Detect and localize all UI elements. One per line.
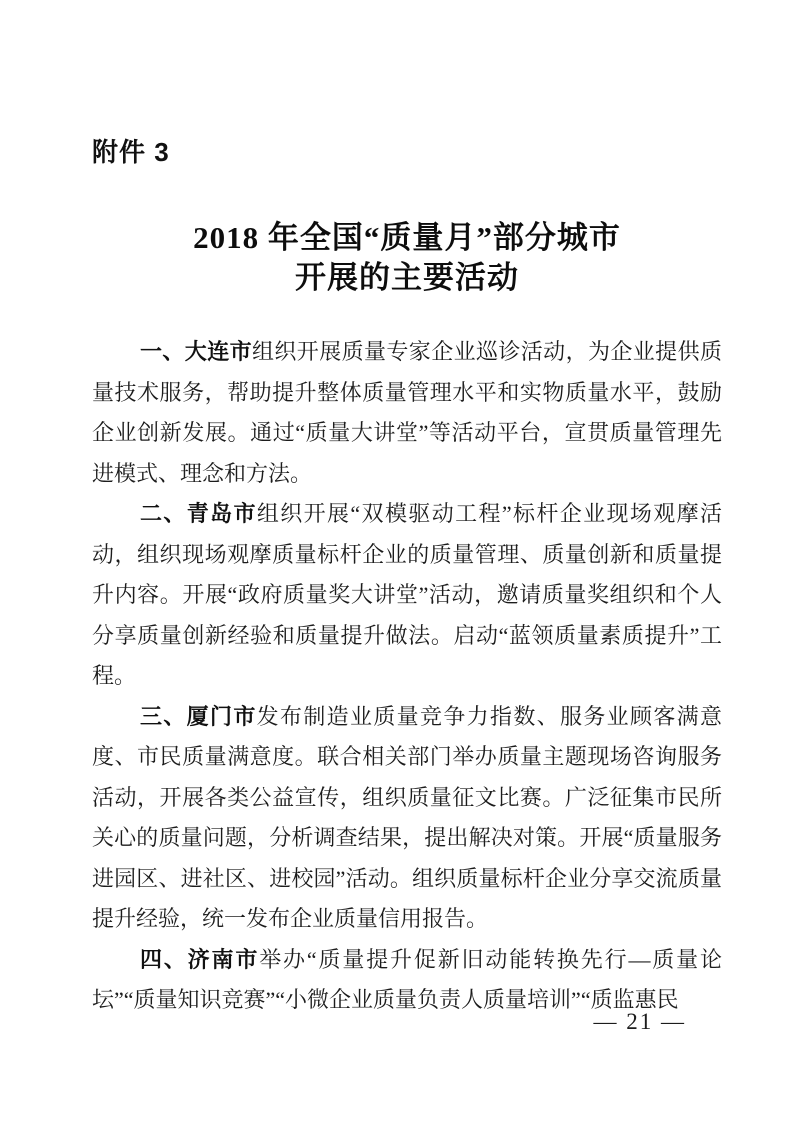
paragraph-dalian-lead: 一、大连市	[140, 339, 252, 364]
paragraph-dalian	[92, 332, 722, 494]
page-number: — 21 —	[593, 1009, 686, 1034]
document-title	[92, 218, 722, 298]
document-title-line1: 2018 年全国“质量月”部分城市	[193, 220, 621, 255]
attachment-label: 附件 3	[92, 137, 170, 167]
paragraph-jinan-lead: 四、济南市	[140, 946, 260, 972]
paragraph-xiamen-text: 发布制造业质量竞争力指数、服务业顾客满意度、市民质量满意度。联合相关部门举办质量主题现场咨询服务活动，开展各类公益宣传，组织质量征文比赛。广泛征集市民所关心的质量问题，分析调查结果，提出解决对策。开展“质量服务进园区、进社区、进校园”活动。组织质量标杆企业分享交流质量提升经验，统一发布企业质量信用报告。	[92, 703, 722, 931]
paragraph-qingdao	[92, 494, 722, 697]
paragraph-qingdao-text: 组织开展“双模驱动工程”标杆企业现场观摩活动，组织现场观摩质量标杆企业的质量管理、质量创新和质量提升内容。开展“政府质量奖大讲堂”活动，邀请质量奖组织和个人分享质量创新经验和质量提升做法。启动“蓝领质量素质提升”工程。	[92, 501, 722, 688]
paragraph-qingdao-lead: 二、青岛市	[140, 501, 257, 526]
paragraph-xiamen	[92, 697, 722, 940]
paragraph-jinan-text: 举办“质量提升促新旧动能转换先行—质量论坛”“质量知识竞赛”“小微企业质量负责人质量培训”“质监惠民	[92, 946, 722, 1012]
document-body	[92, 332, 722, 1021]
document-title-line2: 开展的主要活动	[295, 260, 519, 295]
paragraph-dalian-text: 组织开展质量专家企业巡诊活动，为企业提供质量技术服务，帮助提升整体质量管理水平和实物质量水平，鼓励企业创新发展。通过“质量大讲堂”等活动平台，宣贯质量管理先进模式、理念和方法。	[92, 339, 722, 486]
paragraph-xiamen-lead: 三、厦门市	[140, 703, 257, 729]
